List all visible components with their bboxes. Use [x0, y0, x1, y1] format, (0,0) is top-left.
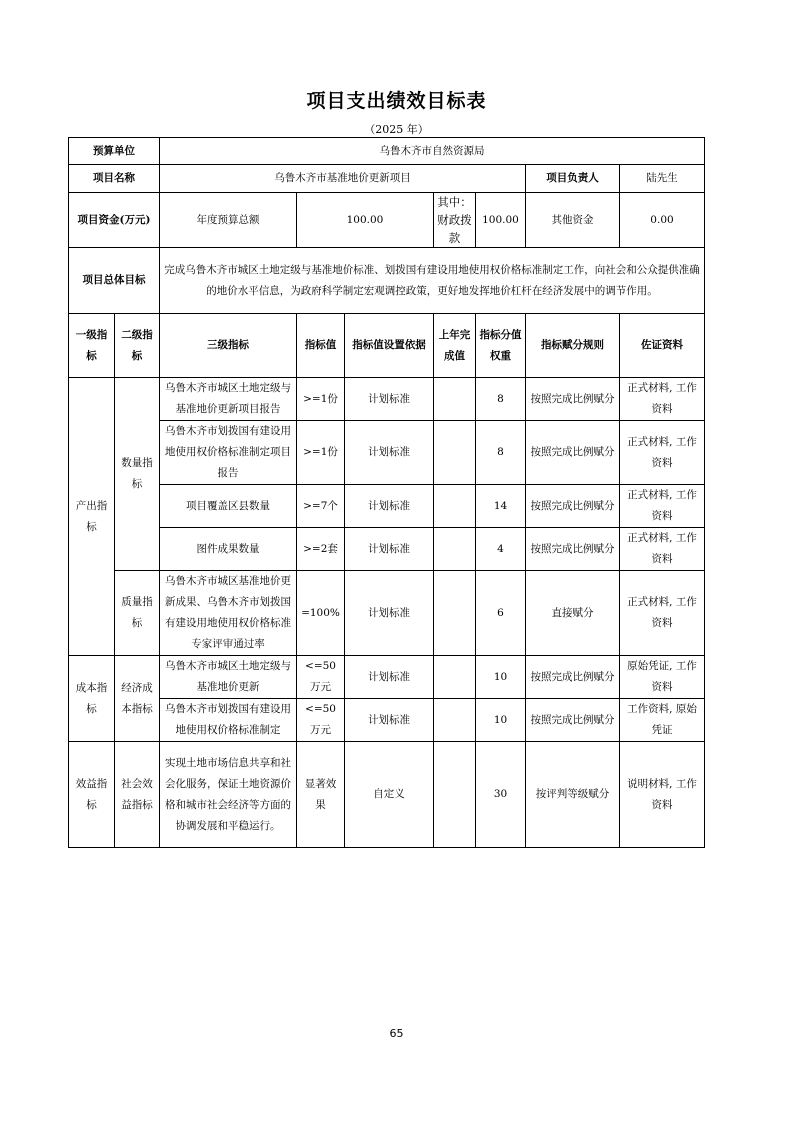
year-label: （2025 年）	[364, 123, 429, 136]
indicator-name: 项目覆盖区县数量	[160, 485, 297, 528]
indicator-prev	[434, 528, 476, 571]
indicator-evidence: 正式材料, 工作资料	[620, 421, 705, 485]
indicator-basis: 计划标准	[345, 485, 434, 528]
table-row	[69, 378, 705, 421]
indicator-prev	[434, 571, 476, 656]
indicator-weight: 6	[476, 571, 526, 656]
indicator-value: 显著效果	[297, 742, 345, 848]
indicator-prev	[434, 421, 476, 485]
indicator-weight: 8	[476, 378, 526, 421]
indicator-basis: 计划标准	[345, 571, 434, 656]
indicator-rule: 按照完成比例赋分	[526, 656, 620, 699]
indicator-basis: 自定义	[345, 742, 434, 848]
unit-label: 预算单位	[69, 138, 160, 165]
leader-value: 陆先生	[620, 165, 705, 193]
project-name-label: 项目名称	[69, 165, 160, 193]
annual-budget-label: 年度预算总额	[160, 193, 297, 248]
group-social: 社会效益指标	[115, 742, 160, 848]
indicator-evidence: 正式材料, 工作资料	[620, 485, 705, 528]
unit-value: 乌鲁木齐市自然资源局	[160, 138, 705, 165]
indicator-weight: 10	[476, 656, 526, 699]
table-row	[69, 742, 705, 848]
table-row	[69, 421, 705, 485]
indicator-rule: 直接赋分	[526, 571, 620, 656]
indicator-name: 实现土地市场信息共享和社会化服务，保证土地资源价格和城市社会经济等方面的协调发展和平稳运行。	[160, 742, 297, 848]
col-level3: 三级指标	[160, 314, 297, 378]
group-quantity: 数量指标	[115, 378, 160, 571]
indicator-value: =100%	[297, 571, 345, 656]
group-economic: 经济成本指标	[115, 656, 160, 742]
indicator-prev	[434, 485, 476, 528]
indicator-value: >=2套	[297, 528, 345, 571]
fiscal-label: 其中：财政拨款	[434, 193, 476, 248]
other-fund-value: 0.00	[620, 193, 705, 248]
table-row	[69, 485, 705, 528]
col-basis: 指标值设置依据	[345, 314, 434, 378]
col-level2: 二级指标	[115, 314, 160, 378]
indicator-rule: 按照完成比例赋分	[526, 528, 620, 571]
indicator-rule: 按评判等级赋分	[526, 742, 620, 848]
page-number: 65	[389, 1027, 404, 1040]
indicator-evidence: 正式材料, 工作资料	[620, 571, 705, 656]
indicator-value: >=7个	[297, 485, 345, 528]
indicator-basis: 计划标准	[345, 528, 434, 571]
indicator-name: 乌鲁木齐市城区土地定级与基准地价更新项目报告	[160, 378, 297, 421]
indicator-value: <=50万元	[297, 699, 345, 742]
indicator-value: <=50万元	[297, 656, 345, 699]
indicator-basis: 计划标准	[345, 699, 434, 742]
col-prev: 上年完成值	[434, 314, 476, 378]
indicator-basis: 计划标准	[345, 656, 434, 699]
indicator-weight: 30	[476, 742, 526, 848]
indicator-prev	[434, 656, 476, 699]
indicator-basis: 计划标准	[345, 378, 434, 421]
fund-label: 项目资金(万元)	[69, 193, 160, 248]
group-cost: 成本指标	[69, 656, 115, 742]
table-row	[69, 656, 705, 699]
indicator-name: 乌鲁木齐市划拨国有建设用地使用权价格标准制定	[160, 699, 297, 742]
page-title: 项目支出绩效目标表	[306, 90, 487, 112]
group-benefit: 效益指标	[69, 742, 115, 848]
group-output: 产出指标	[69, 378, 115, 656]
indicator-evidence: 工作资料, 原始凭证	[620, 699, 705, 742]
table-row	[69, 528, 705, 571]
indicator-value: >=1份	[297, 378, 345, 421]
col-evidence: 佐证资料	[620, 314, 705, 378]
performance-table	[68, 137, 705, 848]
leader-label: 项目负责人	[526, 165, 620, 193]
indicator-basis: 计划标准	[345, 421, 434, 485]
goal-label: 项目总体目标	[69, 248, 160, 314]
indicator-name: 乌鲁木齐市划拨国有建设用地使用权价格标准制定项目报告	[160, 421, 297, 485]
indicator-weight: 8	[476, 421, 526, 485]
col-rule: 指标赋分规则	[526, 314, 620, 378]
goal-text: 完成乌鲁木齐市城区土地定级与基准地价标准、划拨国有建设用地使用权价格标准制定工作，向社会和公众提供准确的地价水平信息，为政府科学制定宏观调控政策，更好地发挥地价杠杆在经济发展中的调节作用。	[160, 248, 705, 314]
fiscal-value: 100.00	[476, 193, 526, 248]
indicator-name: 乌鲁木齐市城区土地定级与基准地价更新	[160, 656, 297, 699]
indicator-weight: 14	[476, 485, 526, 528]
indicator-name: 图件成果数量	[160, 528, 297, 571]
indicator-evidence: 原始凭证, 工作资料	[620, 656, 705, 699]
group-quality: 质量指标	[115, 571, 160, 656]
indicator-rule: 按照完成比例赋分	[526, 421, 620, 485]
project-name-value: 乌鲁木齐市基准地价更新项目	[160, 165, 526, 193]
col-level1: 一级指标	[69, 314, 115, 378]
indicator-value: >=1份	[297, 421, 345, 485]
indicator-evidence: 正式材料, 工作资料	[620, 528, 705, 571]
indicator-name: 乌鲁木齐市城区基准地价更新成果、乌鲁木齐市划拨国有建设用地使用权价格标准专家评审通过率	[160, 571, 297, 656]
col-value: 指标值	[297, 314, 345, 378]
other-fund-label: 其他资金	[526, 193, 620, 248]
indicator-evidence: 说明材料, 工作资料	[620, 742, 705, 848]
table-row	[69, 699, 705, 742]
annual-budget-value: 100.00	[297, 193, 434, 248]
indicator-prev	[434, 378, 476, 421]
indicator-prev	[434, 699, 476, 742]
indicator-prev	[434, 742, 476, 848]
indicator-rule: 按照完成比例赋分	[526, 485, 620, 528]
table-row	[69, 571, 705, 656]
indicator-weight: 10	[476, 699, 526, 742]
indicator-evidence: 正式材料, 工作资料	[620, 378, 705, 421]
col-weight: 指标分值权重	[476, 314, 526, 378]
indicator-weight: 4	[476, 528, 526, 571]
indicator-rule: 按照完成比例赋分	[526, 378, 620, 421]
indicator-rule: 按照完成比例赋分	[526, 699, 620, 742]
